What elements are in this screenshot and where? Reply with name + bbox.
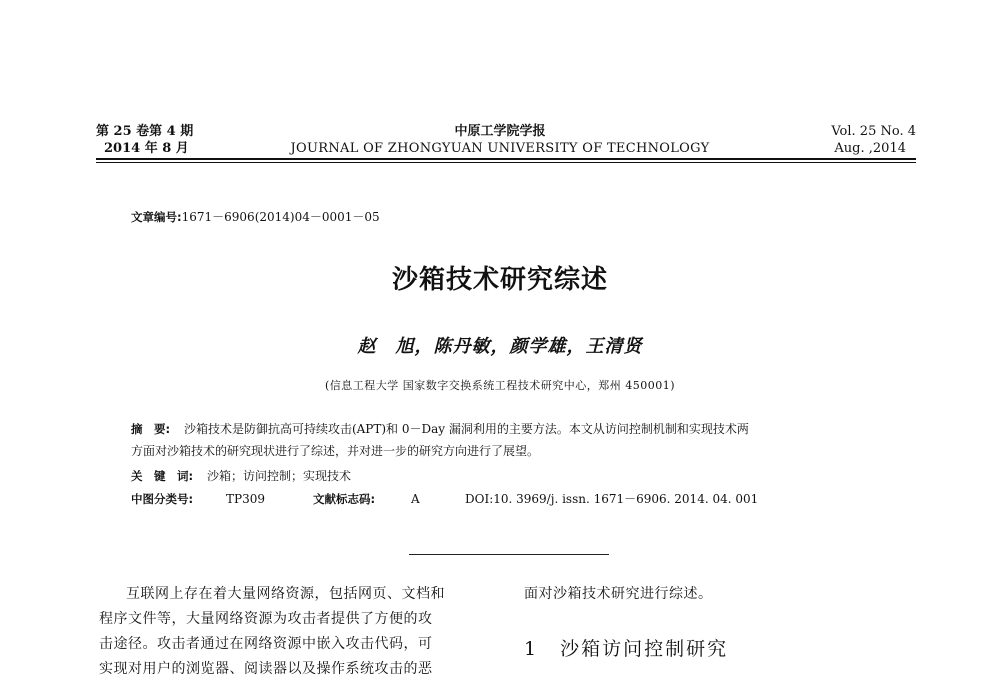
abstract-label: 摘 要:	[131, 422, 171, 436]
header-volume: 第 25 卷第 4 期	[96, 124, 194, 139]
keywords	[131, 469, 351, 484]
body-left-line-2: 程序文件等，大量网络资源为攻击者提供了方便的攻	[99, 611, 433, 627]
article-number	[131, 210, 380, 225]
section-heading	[524, 634, 728, 661]
header-journal-cn: 中原工学院学报	[454, 124, 546, 139]
clc-value: TP309	[226, 492, 265, 506]
doi: DOI:10. 3969/j. issn. 1671－6906. 2014. 04. 001	[465, 492, 759, 506]
abstract-text-2: 方面对沙箱技术的研究现状进行了综述，并对进一步的研究方向进行了展望。	[131, 444, 540, 458]
authors: 赵 旭，陈丹敏，颜学雄，王清贤	[357, 336, 643, 357]
article-number-value: 1671－6906(2014)04－0001－05	[181, 210, 380, 224]
header-rule-thick	[96, 158, 916, 160]
article-number-label: 文章编号:	[131, 210, 182, 224]
body-left-line-1: 互联网上存在着大量网络资源，包括网页、文档和	[126, 586, 445, 602]
header-date-en: Aug. ,2014	[834, 141, 906, 156]
doc-code-label: 文献标志码:	[313, 492, 376, 506]
body-left-line-3: 击途径。攻击者通过在网络资源中嵌入攻击代码，可	[99, 636, 433, 652]
abstract-text-1: 沙箱技术是防御抗高可持续攻击(APT)和 0－Day 漏洞利用的主要方法。本文从访问控制机制和实现技术两	[183, 422, 749, 436]
header-rule-thin	[96, 162, 916, 163]
doc-code-value: A	[411, 492, 420, 506]
section-number: 1	[524, 638, 539, 660]
page-title: 沙箱技术研究综述	[391, 265, 608, 295]
header-journal-en: JOURNAL OF ZHONGYUAN UNIVERSITY OF TECHNOLOGY	[290, 141, 710, 156]
body-right-line-1: 面对沙箱技术研究进行综述。	[524, 586, 713, 602]
header-vol-en: Vol. 25 No. 4	[831, 124, 916, 139]
header-date: 2014 年 8 月	[104, 141, 189, 156]
section-title: 沙箱访问控制研究	[560, 638, 729, 660]
abstract-line-1	[131, 422, 749, 437]
section-separator	[409, 554, 609, 555]
keywords-label: 关 键 词:	[131, 469, 194, 483]
keywords-value: 沙箱；访问控制；实现技术	[206, 469, 351, 483]
affiliation: (信息工程大学 国家数字交换系统工程技术研究中心，郑州 450001)	[324, 379, 676, 392]
clc-label: 中图分类号:	[131, 492, 194, 506]
body-left-line-4: 实现对用户的浏览器、阅读器以及操作系统攻击的恶	[99, 661, 433, 677]
